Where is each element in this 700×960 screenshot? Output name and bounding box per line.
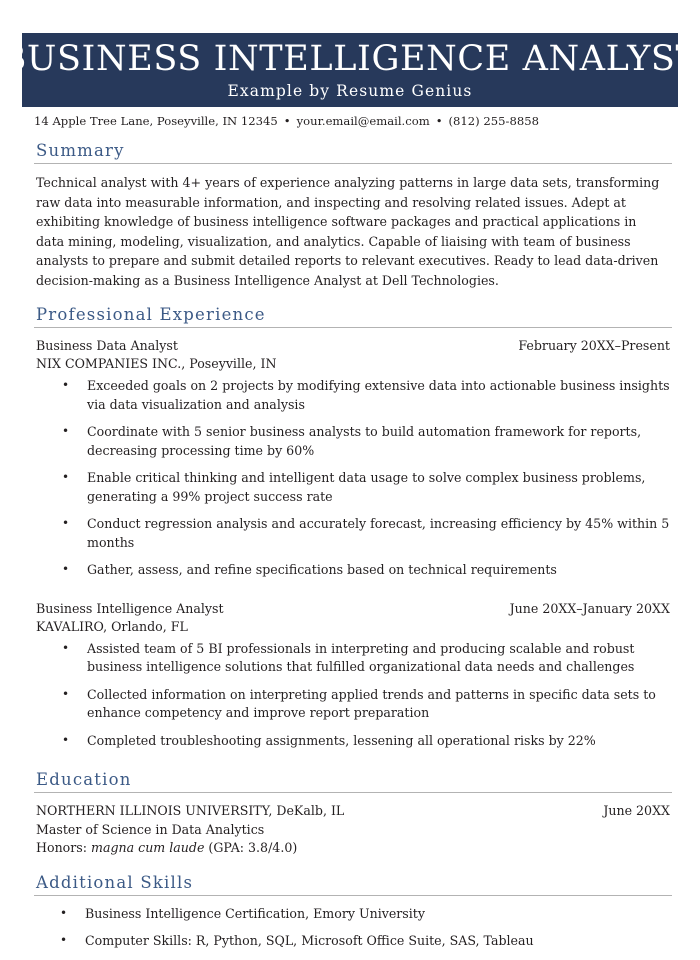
experience-entry (34, 337, 672, 580)
section-rule-skills (34, 895, 672, 896)
experience-entry (34, 600, 672, 751)
job-bullet: • Completed troubleshooting assignments, lessening all operational risks by 22% (36, 732, 670, 751)
job-title: Business Intelligence Analyst (36, 600, 224, 616)
education-honors (34, 839, 672, 858)
section-skills (34, 872, 672, 951)
spacer (34, 589, 672, 600)
job-bullet: • Assisted team of 5 BI professionals in interpreting and producing scalable and robust business intelligence solutions that fulfilled organizational data needs and challenges (36, 640, 670, 677)
job-title: Business Data Analyst (36, 338, 178, 353)
contact-phone[interactable]: (812) 255-8858 (448, 114, 539, 128)
job-bullet: • Gather, assess, and refine specifications based on technical requirements (36, 561, 670, 580)
section-heading-summary: Summary (36, 141, 125, 160)
section-heading-experience: Professional Experience (36, 305, 266, 324)
job-date: February 20XX–Present (518, 338, 670, 353)
section-rule-summary (34, 163, 672, 164)
job-bullet: • Exceeded goals on 2 projects by modifying extensive data into actionable business insights via data visualization and analysis (36, 377, 670, 414)
header-banner (0, 33, 700, 107)
job-bullet: • Conduct regression analysis and accurately forecast, increasing efficiency by 45% within 5 months (36, 515, 670, 552)
summary-paragraph: Technical analyst with 4+ years of experience analyzing patterns in large data sets, transforming raw data into measurable information, and inspecting and resolving related issues. Adept at exhibiting knowledge of business intelligence software packages and practical applications in data mining, modeling, visualization, and analytics. Capable of liaising with team of business analysts to prepare and submit detailed reports to relevant executives. Ready to lead data-driven decision-making as a Business Intelligence Analyst at Dell Technologies. (36, 175, 660, 288)
candidate-name: BUSINESS INTELLIGENCE ANALYST (0, 39, 700, 79)
education-school-row (34, 802, 670, 821)
experience-entry-header (36, 600, 670, 618)
education-honors-label: Honors: (36, 840, 91, 855)
education-honors-distinction: magna cum laude (91, 840, 205, 855)
experience-entry-header (36, 337, 670, 355)
spacer (34, 759, 672, 769)
contact-separator-2: • (435, 114, 443, 128)
contact-line (34, 113, 674, 129)
job-company: KAVALIRO, Orlando, FL (36, 618, 188, 634)
education-date: June 20XX (603, 803, 670, 818)
section-experience (34, 304, 672, 750)
job-bullet-list (36, 640, 672, 751)
contact-separator-1: • (283, 114, 291, 128)
skill-bullet: • Business Intelligence Certification, Emory University (34, 905, 668, 924)
section-heading-education: Education (36, 770, 132, 789)
job-bullet: • Enable critical thinking and intelligent data usage to solve complex business problems, generating a 99% project success rate (36, 469, 670, 506)
education-degree: Master of Science in Data Analytics (36, 821, 265, 837)
job-company: NIX COMPANIES INC., Poseyville, IN (36, 356, 277, 371)
job-bullet-list (36, 377, 672, 580)
spacer (34, 858, 672, 872)
education-gpa: (GPA: 3.8/4.0) (204, 840, 298, 855)
section-rule-education (34, 792, 672, 793)
job-bullet: • Collected information on interpreting applied trends and patterns in specific data sets to enhance competency and improve report preparation (36, 686, 670, 723)
spacer (34, 290, 672, 304)
education-school: NORTHERN ILLINOIS UNIVERSITY, DeKalb, IL (36, 803, 345, 818)
section-education (34, 769, 672, 858)
resume-content (34, 140, 672, 960)
header-subtitle: Example by Resume Genius (227, 82, 473, 100)
job-bullet: • Coordinate with 5 senior business analysts to build automation framework for reports, decreasing processing time by 60% (36, 423, 670, 460)
section-rule-experience (34, 327, 672, 328)
contact-email[interactable]: your.email@email.com (296, 114, 430, 128)
skills-bullet-list (34, 905, 672, 951)
skill-bullet: • Computer Skills: R, Python, SQL, Microsoft Office Suite, SAS, Tableau (34, 932, 668, 951)
section-summary (34, 140, 672, 290)
section-heading-skills: Additional Skills (36, 872, 194, 892)
contact-address: 14 Apple Tree Lane, Poseyville, IN 12345 (34, 114, 278, 128)
job-date: June 20XX–January 20XX (509, 600, 670, 616)
